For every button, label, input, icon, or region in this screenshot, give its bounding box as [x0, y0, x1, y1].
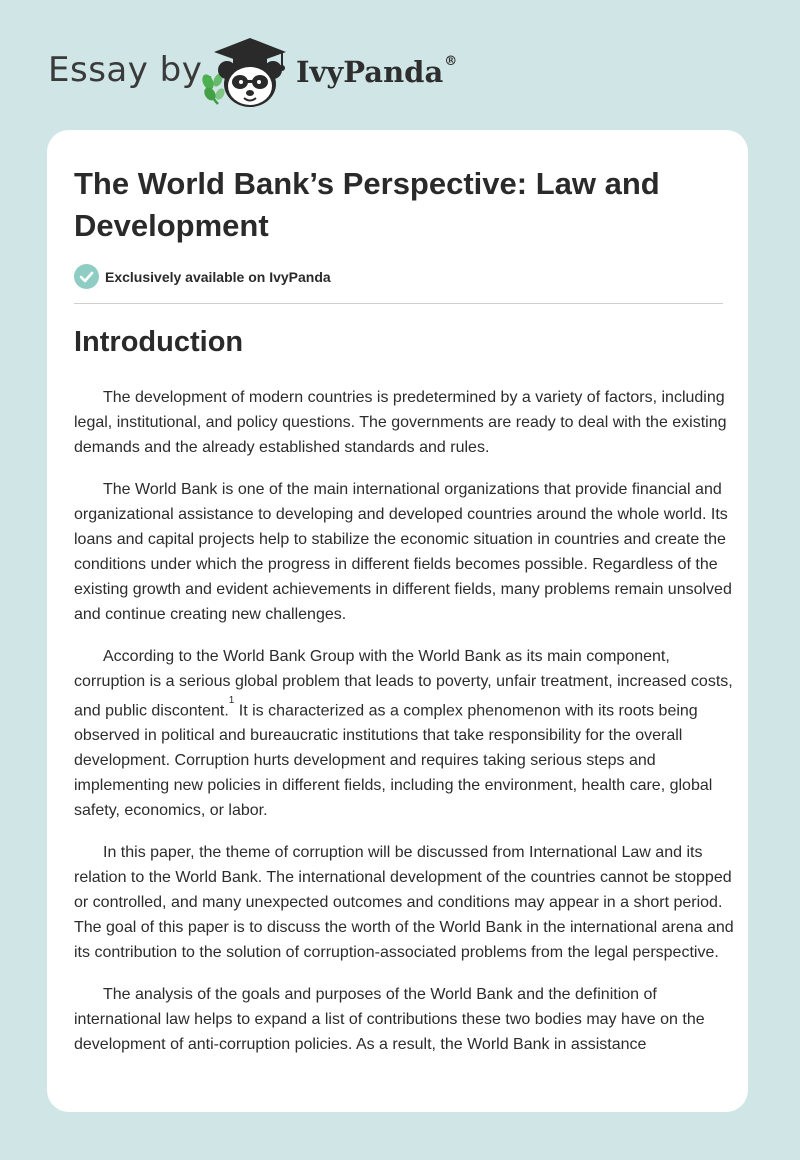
paragraph: The development of modern countries is predetermined by a variety of factors, including legal, institutional, and policy questions. The governments are ready to deal with the existing demands and the already established standards and rules.: [74, 389, 727, 456]
divider: [74, 303, 723, 304]
article-card: [47, 130, 748, 1112]
paragraph: The World Bank is one of the main international organizations that provide financial and organizational assistance to developing and developed countries around the whole world. Its loans and capital projects help to stabilize the economic situation in countries and create the conditions under which the progress in different fields becomes possible. Regardless of the existing growth and evident achievements in different fields, many problems remain unsolved and continue creating new challenges.: [74, 481, 732, 623]
section-heading: Introduction: [74, 326, 244, 358]
site-header: [0, 0, 800, 130]
panda-graduate-logo-icon[interactable]: [196, 32, 292, 110]
article-body: [74, 385, 734, 1074]
page-title: The World Bank’s Perspective: Law and Development: [74, 166, 660, 243]
essay-by-label: Essay by: [48, 50, 203, 90]
exclusive-badge-label: Exclusively available on IvyPanda: [105, 268, 331, 285]
brand-name[interactable]: IvyPanda®: [296, 54, 458, 89]
paragraph: In this paper, the theme of corruption will be discussed from International Law and its relation to the World Bank. The international development of the countries cannot be stopped or controlled, and many unexpected outcomes and conditions may appear in a short period. The goal of this paper is to discuss the worth of the World Bank in the international arena and its contribution to the solution of corruption-associated problems from the legal perspective.: [74, 844, 734, 962]
footnote-ref[interactable]: 1: [228, 695, 235, 706]
exclusive-badge: [74, 264, 331, 289]
registered-mark: ®: [444, 54, 458, 70]
paragraph: The analysis of the goals and purposes of the World Bank and the definition of international law helps to expand a list of contributions these two bodies may have on the development of anti-corruption policies. As a result, the World Bank in assistance: [74, 986, 705, 1054]
paragraph: According to the World Bank Group with the World Bank as its main component, corruption is a serious global problem that leads to poverty, unfair treatment, increased costs, and public discontent.$^1$ It is characterized as a complex phenomenon with its roots being observed in political and bureaucratic institutions that take responsibility for the overall development. Corruption hurts development and requires taking serious steps and implementing new policies in different fields, including the environment, health care, global safety, economics, or labor.: [74, 648, 733, 820]
check-circle-icon: [74, 264, 99, 289]
